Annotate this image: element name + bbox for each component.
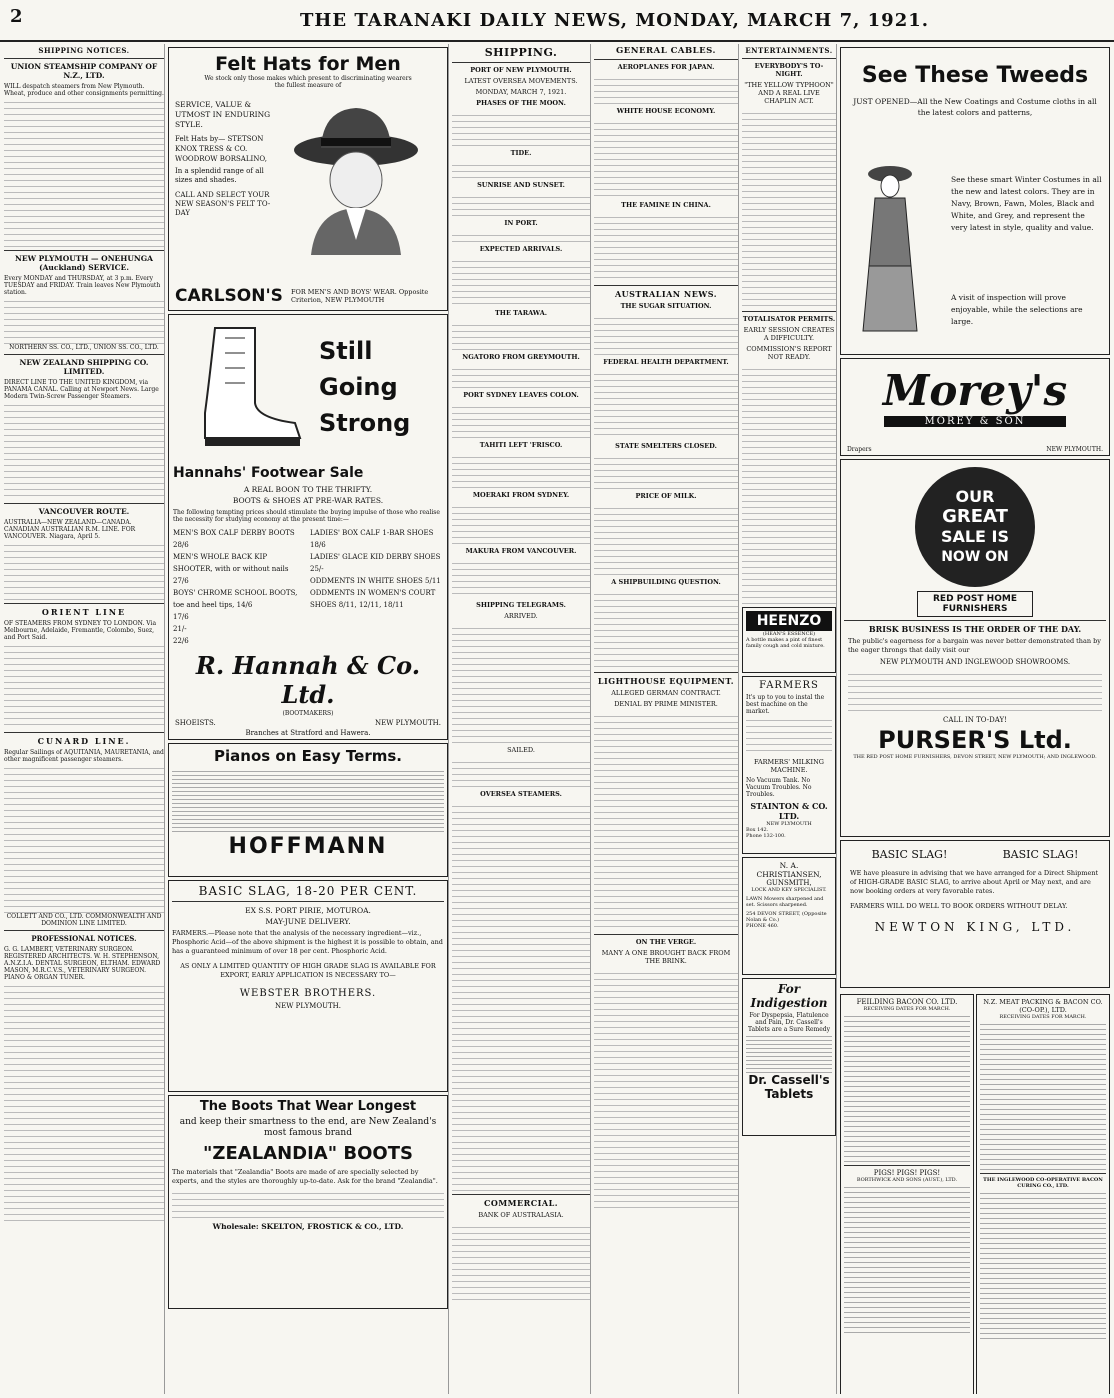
cable-text-6 xyxy=(594,369,738,439)
hannah-headline: Hannahs' Footwear Sale xyxy=(173,465,364,481)
nzmeat-sub: RECEIVING DATES FOR MARCH. xyxy=(999,1014,1087,1020)
moeraki-heading: MOERAKI FROM SYDNEY. xyxy=(472,491,570,499)
christiansen-trade: GUNSMITH, xyxy=(766,879,812,887)
professional-listings xyxy=(4,981,164,1221)
cable-text-9 xyxy=(594,589,738,669)
pianos-price-table xyxy=(172,768,444,834)
tide-text xyxy=(452,160,590,178)
newspaper-title: THE TARANAKI DAILY NEWS, MONDAY, MARCH 7, 1921. xyxy=(300,10,930,31)
zealandia-line2: and keep their smartness to the end, are New Zealand's most famous brand xyxy=(179,1117,437,1138)
lighthouse-text xyxy=(594,711,738,931)
newton-king-slag-ad xyxy=(840,840,1110,988)
professional-heading: PROFESSIONAL NOTICES. xyxy=(31,934,137,943)
slogan-line-2: Going xyxy=(319,373,398,401)
price-item: 17/6 xyxy=(173,613,189,621)
union-sailings-text xyxy=(4,97,164,247)
colon-text xyxy=(452,402,590,438)
shipping-notices-column xyxy=(4,44,165,1394)
felt-hats-points: SERVICE, VALUE & UTMOST IN ENDURING STYLE. xyxy=(175,100,271,129)
price-list-right xyxy=(306,527,443,647)
arrived-text xyxy=(452,623,590,743)
slag-headings xyxy=(844,848,1106,861)
orient-text: OF STEAMERS FROM SYDNEY TO LONDON. Via Melbourne, Adelaide, Fremantle, Colombo, Suez, and Port Said. xyxy=(4,620,157,641)
carlsons-subtitle: FOR MEN'S AND BOYS' WEAR. Opposite Criterion, NEW PLYMOUTH xyxy=(291,288,429,304)
moreys-logo: Morey's xyxy=(882,366,1068,415)
shipping-date: MONDAY, MARCH 7, 1921. xyxy=(475,88,567,96)
pigs-firm: BORTHWICK AND SONS (AUST.), LTD. xyxy=(856,1177,958,1183)
telegrams-heading: SHIPPING TELEGRAMS. xyxy=(476,601,566,609)
cunard-agents: COLLETT AND CO., LTD. COMMONWEALTH AND DOMINION LINE LIMITED. xyxy=(6,913,162,927)
zealandia-line1: The Boots That Wear Longest xyxy=(199,1099,417,1114)
cable-heading-8: PRICE OF MILK. xyxy=(635,492,697,500)
australian-news-heading: AUSTRALIAN NEWS. xyxy=(614,289,718,299)
pigs-dates xyxy=(844,1183,970,1333)
nzmeat-title: N.Z. MEAT PACKING & BACON CO. (CO-OP.), LTD. xyxy=(983,998,1103,1014)
hannah-sub2: BOOTS & SHOES AT PRE-WAR RATES. xyxy=(232,496,384,505)
basic-slag-limited: AS ONLY A LIMITED QUANTITY OF HIGH GRADE SLAG IS AVAILABLE FOR EXPORT, EARLY APPLICATION IS NECESSARY TO— xyxy=(180,962,436,979)
slag2-body: WE have pleasure in advising that we have arranged for a Direct Shipment of HIGH-GRADE BASIC SLAG, to arrive about April or May next, and are now booking orders at very favorable rates. xyxy=(850,869,1099,895)
entertainments-column xyxy=(742,44,837,1394)
stainton-box: Box 142. xyxy=(746,827,769,833)
onehunga-detail xyxy=(4,296,164,344)
cable-text-2 xyxy=(594,118,738,198)
zealandia-boots-ad xyxy=(168,1095,448,1309)
entertainments-title: ENTERTAINMENTS. xyxy=(745,46,833,55)
inglewood-dates xyxy=(980,1189,1106,1339)
tweeds-ad xyxy=(840,47,1110,355)
still-going-strong xyxy=(319,333,410,441)
price-item: ODDMENTS IN WHITE SHOES 5/11 xyxy=(310,577,441,585)
sailed-heading: SAILED. xyxy=(507,746,535,754)
sale-line-1: OUR xyxy=(955,487,995,506)
nzshipping-text: DIRECT LINE TO THE UNITED KINGDOM, via PANAMA CANAL. Calling at Newport News. Large Modern Twin-Screw Passenger Steamers. xyxy=(4,379,159,400)
farmers-list xyxy=(746,715,832,755)
ngatoro-heading: NGATORO FROM GREYMOUTH. xyxy=(462,353,580,361)
film-review-text xyxy=(742,108,836,308)
man-in-hat-illustration xyxy=(281,100,431,255)
brisk-business: BRISK BUSINESS IS THE ORDER OF THE DAY. xyxy=(868,624,1082,634)
price-item: LADIES' GLACE KID DERBY SHOES 25/- xyxy=(310,553,441,573)
everybodys-heading: EVERYBODY'S TO-NIGHT. xyxy=(754,62,824,78)
union-heading: UNION STEAMSHIP COMPANY OF N.Z., LTD. xyxy=(10,62,158,80)
christiansen-phone: PHONE 460. xyxy=(746,923,779,929)
sale-line-2: GREAT xyxy=(942,506,1008,527)
zealandia-wholesale: Wholesale: SKELTON, FROSTICK & CO., LTD. xyxy=(212,1222,404,1231)
price-item: LADIES' BOX CALF 1-BAR SHOES 18/6 xyxy=(310,529,434,549)
film-title: "THE YELLOW TYPHOON" AND A REAL LIVE CHAPLIN ACT. xyxy=(744,81,834,105)
farmers-title: FARMERS xyxy=(759,680,819,691)
farmers-milking-ad xyxy=(742,676,836,854)
lighthouse-heading: LIGHTHOUSE EQUIPMENT. xyxy=(597,676,735,686)
feilding-title: FEILDING BACON CO. LTD. xyxy=(856,998,958,1006)
sunrise-heading: SUNRISE AND SUNSET. xyxy=(477,181,565,189)
cable-text-3 xyxy=(594,212,738,282)
totalisator-sub-b: COMMISSION'S REPORT NOT READY. xyxy=(746,345,832,361)
slogan-line-3: Strong xyxy=(319,409,411,437)
nzshipping-heading: NEW ZEALAND SHIPPING CO. LIMITED. xyxy=(19,358,149,376)
carlsons-name: CARLSON'S xyxy=(175,286,283,306)
tide-heading: TIDE. xyxy=(510,149,532,157)
basic-slag-delivery: MAY-JUNE DELIVERY. xyxy=(265,917,351,926)
makura-heading: MAKURA FROM VANCOUVER. xyxy=(465,547,577,555)
onehunga-heading: NEW PLYMOUTH — ONEHUNGA (Auckland) SERVICE. xyxy=(15,254,153,272)
cunard-table xyxy=(4,763,164,913)
farmers-features: No Vacuum Tank. No Vacuum Troubles. No Troubles. xyxy=(746,777,812,798)
masthead xyxy=(0,0,1114,42)
pursers-addr: THE RED POST HOME FURNISHERS, DEVON STREET, NEW PLYMOUTH; AND INGLEWOOD. xyxy=(853,754,1097,760)
boot-illustration xyxy=(175,323,305,453)
christiansen-text: LAWN Mowers sharpened and set. Scissors sharpened. xyxy=(746,896,824,908)
cassell-tablets-ad xyxy=(742,978,836,1136)
price-item: ODDMENTS IN WOMEN'S COURT SHOES 8/11, 12/11, 18/11 xyxy=(310,589,436,609)
nzshipping-table xyxy=(4,400,164,500)
shipping-notices-heading: SHIPPING NOTICES. xyxy=(38,46,130,55)
cable-heading-2: WHITE HOUSE ECONOMY. xyxy=(616,107,716,115)
vancouver-heading: VANCOUVER ROUTE. xyxy=(38,507,130,516)
moreys-footer-right: NEW PLYMOUTH. xyxy=(1046,446,1103,453)
slag-heading-right: BASIC SLAG! xyxy=(1002,848,1079,861)
advertisements-column xyxy=(168,44,449,1394)
sunrise-text xyxy=(452,192,590,216)
cassell-body xyxy=(746,1033,832,1073)
moeraki-text xyxy=(452,502,590,544)
onehunga-text: Every MONDAY and THURSDAY, at 3 p.m. Every TUESDAY and FRIDAY. Train leaves New Plymouth station. xyxy=(4,275,161,296)
felt-hats-range: In a splendid range of all sizes and shades. xyxy=(175,167,264,184)
felt-hats-text xyxy=(175,100,275,218)
hannah-logo: R. Hannah & Co. Ltd. xyxy=(195,651,421,709)
cable-heading-1: AEROPLANES FOR JAPAN. xyxy=(617,63,715,71)
cable-heading-7: STATE SMELTERS CLOSED. xyxy=(615,442,717,450)
webster-basic-slag-ad xyxy=(168,880,448,1092)
general-cables-column xyxy=(594,44,739,1394)
on-the-verge-heading: ON THE VERGE. xyxy=(635,938,697,946)
commercial-heading: COMMERCIAL. xyxy=(483,1198,559,1208)
vancouver-detail xyxy=(4,540,164,600)
pigs-heading: PIGS! PIGS! PIGS! xyxy=(873,1169,941,1177)
sale-badge xyxy=(915,467,1035,587)
cassell-sub: For Dyspepsia, Flatulence and Pain, Dr. Cassell's Tablets are a Sure Remedy xyxy=(747,1012,831,1033)
northern-agents: NORTHERN SS. CO., LTD., UNION SS. CO., LTD. xyxy=(9,344,159,351)
shipping-news-column xyxy=(452,44,591,1394)
christiansen-ad xyxy=(742,857,836,975)
cable-text-7 xyxy=(594,453,738,489)
webster-firm: WEBSTER BROTHERS. xyxy=(239,988,377,999)
price-item: 21/- xyxy=(173,625,187,633)
bacon-ads xyxy=(840,991,1110,1394)
moreys-ad xyxy=(840,358,1110,456)
price-item: BOYS' CHROME SCHOOL BOOTS, toe and heel tips, 14/6 xyxy=(173,589,298,609)
sale-call: CALL IN TO-DAY! xyxy=(943,716,1007,724)
lighthouse-sub-a: ALLEGED GERMAN CONTRACT. xyxy=(611,689,721,697)
moreys-footer-left: Drapers xyxy=(847,446,872,453)
page-number: 2 xyxy=(10,6,23,27)
cables-title: GENERAL CABLES. xyxy=(616,46,716,56)
red-post-name: RED POST HOME FURNISHERS xyxy=(917,591,1033,617)
heenzo-text: A bottle makes a pint of finest family cough and cold mixture. xyxy=(746,637,825,649)
price-list-left xyxy=(173,527,306,647)
right-ads-column xyxy=(840,44,1110,1394)
pianos-ad xyxy=(168,743,448,877)
inglewood-title: THE INGLEWOOD CO-OPERATIVE BACON CURING CO., LTD. xyxy=(983,1177,1103,1189)
in-port-text xyxy=(452,230,590,242)
shipping-title: SHIPPING. xyxy=(484,46,558,59)
feilding-dates xyxy=(844,1012,970,1162)
sale-detail xyxy=(848,669,1102,713)
cable-text-5 xyxy=(594,313,738,355)
stainton-phone: Phone 132-100. xyxy=(746,833,786,839)
on-the-verge-text xyxy=(594,968,738,1208)
tweeds-opened: JUST OPENED—All the New Coatings and Costume cloths in all the latest colors and patterns, xyxy=(853,97,1097,117)
farmers-machine: FARMERS' MILKING MACHINE. xyxy=(754,758,824,774)
hannah-footer-right: NEW PLYMOUTH. xyxy=(375,719,441,727)
stainton-firm: STAINTON & CO. LTD. xyxy=(750,801,828,821)
felt-hats-title: Felt Hats for Men xyxy=(215,53,401,75)
moon-phases-heading: PHASES OF THE MOON. xyxy=(476,99,566,107)
cable-heading-6: FEDERAL HEALTH DEPARTMENT. xyxy=(603,358,729,366)
christiansen-name: N. A. CHRISTIANSEN, xyxy=(756,861,822,879)
hannah-price-list xyxy=(173,527,443,647)
basic-slag-title: BASIC SLAG, 18-20 PER CENT. xyxy=(198,884,418,898)
hannah-body: The following tempting prices should stimulate the buying impulse of those who realise the necessity for studying economy at the present time:— xyxy=(173,509,440,523)
zealandia-body: The materials that "Zealandia" Boots are made of are specially selected by experts, and the styles are thoroughly up-to-date. Ask for the brand "Zealandia". xyxy=(172,1168,438,1185)
cunard-heading: CUNARD LINE. xyxy=(37,736,131,746)
union-text: WILL despatch steamers from New Plymouth. Wheat, produce and other consignments permitting. xyxy=(4,83,164,97)
bank-text xyxy=(452,1222,590,1302)
cunard-text: Regular Sailings of AQUITANIA, MAURETANIA, and other magnificent passenger steamers. xyxy=(4,749,164,763)
arrived-heading: ARRIVED. xyxy=(504,612,538,620)
price-item: MEN'S BOX CALF DERBY BOOTS 28/6 xyxy=(173,529,295,549)
hannah-footer-left: SHOEISTS. xyxy=(175,719,216,727)
hoffmann-brand: HOFFMANN xyxy=(228,834,388,859)
makura-text xyxy=(452,558,590,598)
farmers-body: It's up to you to instal the best machine on the market. xyxy=(746,694,825,715)
port-heading: PORT OF NEW PLYMOUTH. xyxy=(470,66,572,74)
orient-table xyxy=(4,641,164,729)
on-the-verge-sub: MANY A ONE BROUGHT BACK FROM THE BRINK. xyxy=(601,949,731,965)
nzmeat-dates xyxy=(980,1020,1106,1170)
felt-hats-cta: CALL AND SELECT YOUR NEW SEASON'S FELT TO-DAY xyxy=(175,191,271,217)
hannah-branches: Branches at Stratford and Hawera. xyxy=(245,729,371,737)
vancouver-text: AUSTRALIA—NEW ZEALAND—CANADA. CANADIAN AUSTRALIAN R.M. LINE. FOR VANCOUVER. Niagara, April 5. xyxy=(4,519,136,540)
heenzo-sub: (HEAN'S ESSENCE) xyxy=(762,631,816,637)
tahiti-text xyxy=(452,452,590,488)
bank-heading: BANK OF AUSTRALASIA. xyxy=(478,1211,564,1219)
cable-text-8 xyxy=(594,503,738,575)
cable-text-1 xyxy=(594,74,738,104)
price-item: 22/6 xyxy=(173,637,189,645)
tweeds-colors: See these smart Winter Costumes in all the new and latest colors. They are in Navy, Brown, Fawn, Moles, Black and White, and Grey, and represent the very latest in style, quality and value. xyxy=(951,175,1102,232)
colon-heading: PORT SYDNEY LEAVES COLON. xyxy=(463,391,579,399)
great-sale-ad xyxy=(840,459,1110,837)
slag-heading-left: BASIC SLAG! xyxy=(871,848,948,861)
woman-in-costume-illustration xyxy=(845,156,935,336)
tahiti-heading: TAHITI LEFT 'FRISCO. xyxy=(479,441,563,449)
stainton-town: NEW PLYMOUTH xyxy=(766,821,812,827)
sale-showrooms: NEW PLYMOUTH AND INGLEWOOD SHOWROOMS. xyxy=(879,658,1071,666)
in-port-heading: IN PORT. xyxy=(504,219,538,227)
oversea-heading: OVERSEA STEAMERS. xyxy=(480,790,562,798)
sale-line-4: NOW ON xyxy=(941,549,1009,565)
expected-heading: EXPECTED ARRIVALS. xyxy=(479,245,563,253)
cassell-title: For Indigestion xyxy=(750,982,828,1010)
expected-text xyxy=(452,256,590,306)
pianos-title: Pianos on Easy Terms. xyxy=(214,747,402,765)
cable-heading-3: THE FAMINE IN CHINA. xyxy=(621,201,711,209)
sale-body: The public's eagerness for a bargain was never better demonstrated than by the eager throngs that daily visit our xyxy=(848,637,1101,654)
pursers-brand: PURSER'S Ltd. xyxy=(878,726,1072,754)
felt-hats-intro: We stock only those makes which present to discriminating wearers the fullest measure of xyxy=(204,75,412,89)
ngatoro-text xyxy=(452,364,590,388)
cable-heading-9: A SHIPBUILDING QUESTION. xyxy=(611,578,721,586)
cassell-brand: Dr. Cassell's Tablets xyxy=(748,1073,830,1101)
feilding-bacon-ad xyxy=(840,994,974,1394)
totalisator-sub-a: EARLY SESSION CREATES A DIFFICULTY. xyxy=(743,326,835,342)
tarawa-text xyxy=(452,320,590,350)
moreys-banner: MOREY & SON xyxy=(884,416,1066,427)
price-item: MEN'S WHOLE BACK KIP SHOOTER, with or without nails 27/6 xyxy=(173,553,289,585)
felt-hats-brands: Felt Hats by— STETSON KNOX TRESS & CO. WOODROW BORSALINO, xyxy=(175,135,267,163)
felt-hats-ad xyxy=(168,47,448,311)
tweeds-visit: A visit of inspection will prove enjoyable, while the selections are large. xyxy=(951,293,1083,326)
latest-movements: LATEST OVERSEA MOVEMENTS. xyxy=(464,77,578,85)
totalisator-heading: TOTALISATOR PERMITS. xyxy=(742,315,836,323)
orient-heading: ORIENT LINE xyxy=(41,607,127,617)
moon-phases-text xyxy=(452,110,590,146)
tarawa-heading: THE TARAWA. xyxy=(494,309,548,317)
professional-text: G. G. LAMBERT, VETERINARY SURGEON. REGISTERED ARCHITECTS. W. H. STEPHENSON, A.N.Z.I.A. DENTAL SURGEON, ELTHAM. EDWARD MASON, M.R.C.V.S., VETERINARY SURGEON. PIANO & ORGAN TUNER. xyxy=(4,946,161,981)
basic-slag-body: FARMERS.—Please note that the analysis of the necessary ingredient—viz., Phosphoric Acid—of the above shipment is the highest it is possible to obtain, and has a guaranteed minimum of over 18 per cent. Phosphoric Acid. xyxy=(172,929,443,955)
hannah-footwear-ad xyxy=(168,314,448,740)
sale-line-3: SALE IS xyxy=(940,527,1010,546)
hannah-logo-sub: (BOOTMAKERS) xyxy=(282,710,334,717)
nz-meat-packing-ad xyxy=(976,994,1110,1394)
feilding-sub: RECEIVING DATES FOR MARCH. xyxy=(863,1006,951,1012)
heenzo-ad xyxy=(742,607,836,673)
heenzo-logo: HEENZO xyxy=(746,611,832,631)
oversea-text xyxy=(452,801,590,1191)
sailed-text xyxy=(452,757,590,787)
hannah-sub1: A REAL BOON TO THE THRIFTY. xyxy=(243,485,373,494)
zealandia-brand: "ZEALANDIA" BOOTS xyxy=(203,1143,413,1164)
zealandia-body-continued xyxy=(172,1188,444,1218)
lighthouse-sub-b: DENIAL BY PRIME MINISTER. xyxy=(614,700,718,708)
slogan-line-1: Still xyxy=(319,337,373,365)
christiansen-addr: 254 DEVON STREET, (Opposite Nolan & Co.) xyxy=(746,911,827,923)
tweeds-title: See These Tweeds xyxy=(861,63,1089,88)
cable-heading-5: THE SUGAR SITUATION. xyxy=(620,302,712,310)
slag2-warn: FARMERS WILL DO WELL TO BOOK ORDERS WITHOUT DELAY. xyxy=(850,902,1068,910)
newton-king-firm: NEWTON KING, LTD. xyxy=(874,920,1076,934)
webster-town: NEW PLYMOUTH. xyxy=(275,1002,341,1010)
totalisator-text xyxy=(742,364,836,604)
christiansen-sub: LOCK AND KEY SPECIALIST. xyxy=(751,887,827,893)
basic-slag-ship: EX S.S. PORT PIRIE, MOTUROA. xyxy=(245,906,371,915)
